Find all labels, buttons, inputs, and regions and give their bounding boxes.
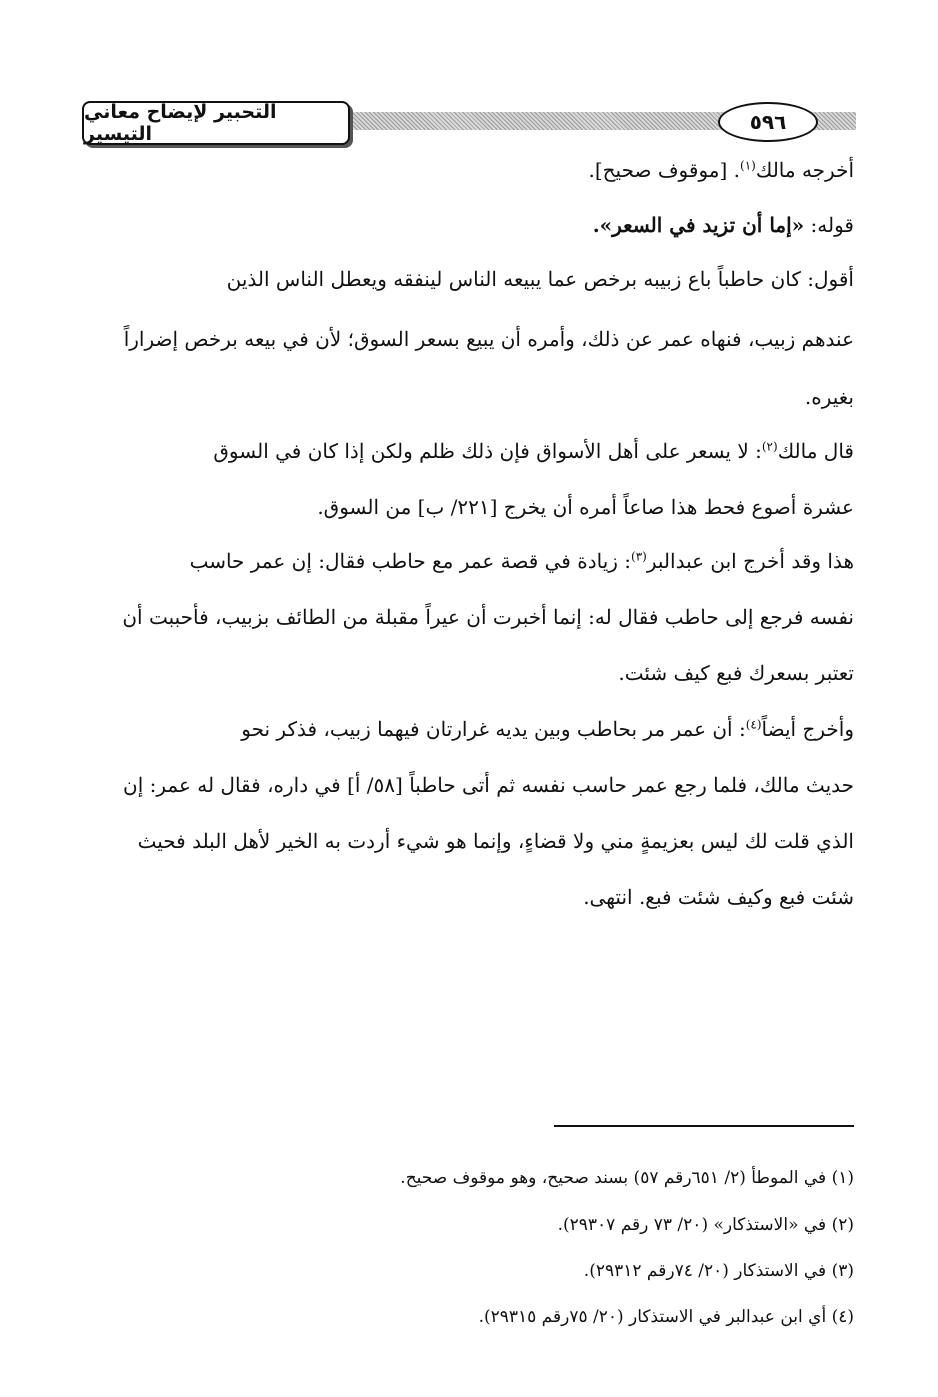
text-line: أخرجه مالك$^{(١)}$. [موقوف صحيح]. [588,158,854,182]
text-line: عندهم زبيب، فنهاه عمر عن ذلك، وأمره أن يبيع بسعر السوق؛ لأن في بيعه برخص إضراراً [123,327,854,351]
text-line: شئت فبع وكيف شئت فبع. انتهى. [583,885,854,909]
page-number: ٥٩٦ [718,102,818,142]
text-line: عشرة أصوع فحط هذا صاعاً أمره أن يخرج [٢٢١/ ب] من السوق. [317,495,854,519]
footnote-ref: (١) [740,158,756,173]
text-line: بغيره. [804,385,854,409]
text-line: الذي قلت لك ليس بعزيمةٍ مني ولا قضاءٍ، وإنما هو شيء أردت به الخير لأهل البلد فحيث [137,829,854,853]
text-line: حديث مالك، فلما رجع عمر حاسب نفسه ثم أتى حاطباً [٥٨/ أ] في داره، فقال له عمر: إن [123,773,854,797]
footnote: (٣) في الاستذكار (٢٠/ ٧٤رقم ٢٩٣١٢). [583,1261,854,1281]
text-line: قوله: «إما أن تزيد في السعر». [592,213,854,237]
footnote-ref: (٣) [631,549,647,564]
page-header [82,98,856,146]
text-line: تعتبر بسعرك فبع كيف شئت. [618,661,854,685]
text-line: وأخرج أيضاً$^{(٤)}$: أن عمر مر بحاطب وبين يديه غرارتان فيهما زبيب، فذكر نحو [241,717,854,741]
footnote: (٤) أي ابن عبدالبر في الاستذكار (٢٠/ ٧٥رقم ٢٩٣١٥). [478,1307,854,1327]
text-line: نفسه فرجع إلى حاطب فقال له: إنما أخبرت أن عيراً مقبلة من الطائف بزبيب، فأحببت أن [122,605,854,629]
text-line: أقول: كان حاطباً باع زبيبه برخص عما يبيعه الناس لينفقه ويعطل الناس الذين [226,267,854,291]
footnote-ref: (٤) [745,717,762,732]
quoted-phrase: «إما أن تزيد في السعر». [592,213,805,237]
text-line: هذا وقد أخرج ابن عبدالبر$^{(٣)}$: زيادة في قصة عمر مع حاطب فقال: إن عمر حاسب [189,549,854,573]
footnote: (١) في الموطأ (٢/ ٦٥١رقم ٥٧) بسند صحيح، وهو موقوف صحيح. [400,1168,854,1188]
book-title: التحبير لإيضاح معاني التيسير [82,101,350,145]
footnote-separator [554,1125,854,1127]
text-line: قال مالك$^{(٢)}$: لا يسعر على أهل الأسواق فإن ذلك ظلم ولكن إذا كان في السوق [213,439,854,463]
footnote: (٢) في «الاستذكار» (٢٠/ ٧٣ رقم ٢٩٣٠٧). [557,1215,854,1235]
footnote-ref: (٢) [761,439,778,454]
